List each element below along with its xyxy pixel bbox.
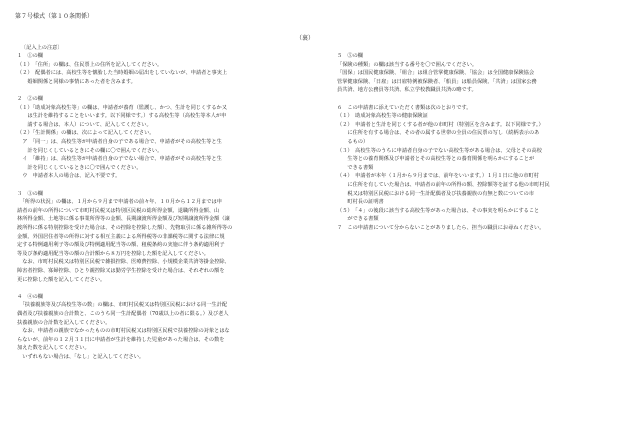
- right-text-line: に住所を有していた場合は、申請者の前年の所得の額、控除額等を証する他の市町村民: [337, 182, 550, 188]
- right-text-line: できる書類: [337, 164, 374, 171]
- left-text-line: ２ ②の欄: [17, 96, 43, 102]
- left-text-line: 扶養親族の合計数を記入してください。: [17, 319, 111, 326]
- right-text-line: （３） 高校生等のうちに申請者自身の子でない高校生等がある場合は、父母とその高校: [337, 147, 542, 154]
- left-text-line: （２）「生計関係」の欄は、次によって記入してください。: [17, 130, 155, 137]
- right-text-line: （４） 申請者が本年（１月から９月までは、前年をいいます。）１月１日に他の市町村: [337, 173, 539, 180]
- left-text-line: 計を同じくしているときにその欄に〇で囲んでください。: [17, 147, 163, 154]
- left-text-line: らないが、前年の１２月３１日に申請者が生計を維持した児童があった場合は、その数を: [17, 336, 225, 343]
- left-text-line: 障害者控除、寡婦控除、ひとり親控除又は勤労学生控除を受けた場合は、それぞれの額を: [17, 268, 225, 274]
- right-text-line: ７ この申請書について分からないことがありましたら、担当の職員にお尋ねください。: [337, 225, 545, 231]
- left-text-line: 定する特例適用利子等の額及び特例適用配当等の額、租税条約の実施に伴う条約適用利子: [17, 242, 225, 249]
- left-text-line: （１）「助成対象高校生等」の欄は、申請者が養育（監護し、かつ、生計を同じくするか又: [17, 104, 227, 111]
- left-text-line: いずれもない場合は、「なし」と記入してください。: [17, 354, 145, 360]
- left-text-line: ３ ③の欄: [17, 190, 43, 197]
- left-text-line: 渡所得に係る特別控除を受けた場合は、その控除を控除した額）、先物取引に係る雑所得等の: [17, 225, 233, 231]
- right-text-line: 町村長の証明書: [337, 199, 384, 206]
- left-text-line: 請者の前年の所得について市町村民税又は特別区民税の総所得金額、退職所得金額、山: [17, 207, 220, 214]
- right-text-line: 員共済、地方公務員等共済、私立学校教職員共済の略です。: [337, 87, 477, 94]
- right-text-line: 生等との養育関係及び申請者とその高校生等との養育関係を明らかにすることが: [337, 156, 535, 163]
- right-text-line: るもの）: [337, 139, 369, 145]
- right-text-line: （５） 「４」の後段に該当する高校生等があった場合は、その事実を明らかにすること: [337, 207, 540, 214]
- left-text-line: は生計を維持することをいいます。以下同様です。）する高校生等（高校生等本人が申: [17, 113, 227, 120]
- left-text-line: 金額、外国居住者等の所得に対する相互主義による所得税等の非課税等に関する法律に規: [17, 233, 225, 240]
- left-text-line: ウ 申請者本人の場合は、記入不要です。: [17, 173, 121, 180]
- right-text-line: に住所を有する場合は、その者の属する世帯の全員の住民票の写し（続柄表示のあ: [337, 130, 540, 137]
- left-text-line: 請する場合は、本人）について、記入してください。: [17, 121, 152, 128]
- right-text-line: （２） 申請者と生計を同じくする者が他の市町村（特別区を含みます。以下同様です。）: [337, 121, 544, 128]
- left-text-line: （２） 配偶者には、高校生等を懐胎した当時婚姻の届出をしていないが、申請者と事実上: [17, 70, 228, 77]
- left-text-line: ４ ④の欄: [17, 293, 43, 300]
- left-text-line: 「扶養親族等及び高校生等の数」の欄は、市町村民税又は特別区民税における同一生計配: [17, 302, 228, 309]
- right-text-line: ６ この申請書に添えていただく書類は次のとおりです。: [337, 104, 472, 111]
- left-text-line: ア 「同一」は、高校生等が申請者自身の子である場合で、申請者がその高校生等と生: [17, 139, 222, 145]
- left-text-line: 計を同じくしているときに〇で囲んでください。: [17, 164, 142, 171]
- left-text-line: 加えた数を記入してください。: [17, 345, 90, 352]
- left-text-line: なお、申請者の親族でなかったものの市町村民税又は特別区民税で扶養控除の対象とはな: [17, 328, 230, 335]
- right-text-line: ５ ⑤の欄: [337, 53, 363, 59]
- left-text-line: なお、市町村民税又は特別区民税で雑損控除、医療費控除、小規模企業共済等掛金控除、: [17, 259, 230, 266]
- left-text-line: １ ①の欄: [17, 53, 43, 59]
- left-text-line: 婚姻関係と同様の事情にあった者を含みます。: [17, 78, 136, 85]
- left-text-line: （１） 「住所」の欄は、住民票上の住所を記入してください。: [17, 61, 163, 68]
- right-text-line: 税又は特別区民税における同一生計配偶者及び扶養親族の有無と数についての市: [337, 190, 535, 197]
- left-text-line: 林所得金額、土地等に係る事業所得等の金額、長期譲渡所得金額及び短期譲渡所得金額（譲: [17, 216, 230, 223]
- right-text-line: ができる書類: [337, 216, 379, 223]
- notes-title: 〔記入上の注意〕: [21, 45, 63, 51]
- right-text-line: 「保険の種類」の欄は該当する番号を〇で囲んでください。: [337, 61, 478, 68]
- right-text-line: 「国保」は国民健康保険、「組合」は組合管掌健康保険、「協会」は全国健康保険協会: [337, 70, 535, 77]
- form-title: 第７号様式（第１０条関係）: [15, 13, 94, 20]
- page-heading: （裏）: [296, 35, 315, 42]
- right-text-line: 管掌健康保険、「日雇」は日雇特例被保険者、「船員」は船員保険、「共済」は国家公務: [337, 78, 537, 85]
- left-text-line: 等及び条約適用配当等の額の合計額から８万円を控除した額を記入してください。: [17, 250, 209, 257]
- left-text-line: 偶者及び扶養親族の合計数と、このうち同一生計配偶者（70歳以上の者に限る。）及び老人: [17, 311, 229, 317]
- left-text-line: イ 「維持」は、高校生等が申請者自身の子でない場合で、申請者がその高校生等と生: [17, 156, 222, 163]
- left-text-line: 「所得の状況」の欄は、１月から９月まで申請者の前々年、１０月から１２月までは申: [17, 199, 222, 206]
- right-text-line: （１） 助成対象高校生等の健康保険証: [337, 113, 428, 120]
- left-text-line: 更に控除した額を記入してください。: [17, 276, 106, 283]
